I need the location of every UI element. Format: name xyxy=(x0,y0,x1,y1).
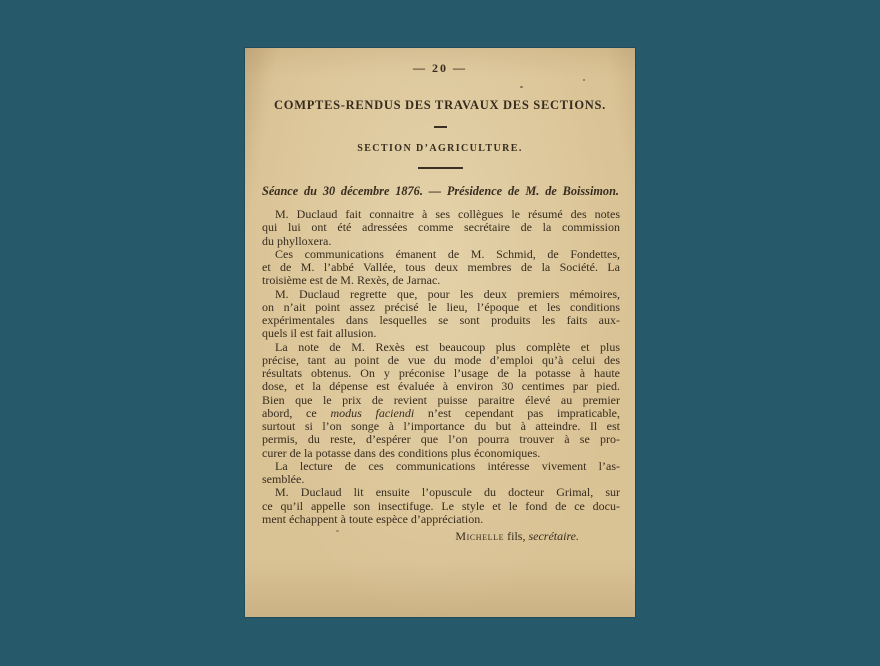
title-divider-rule xyxy=(434,126,447,128)
text-segment: dose, et la dépense est évaluée à environ 30 centimes par pied. xyxy=(262,379,620,394)
session-header-line: Séance du 30 décembre 1876. — Présidence de M. de Boissimon. xyxy=(262,184,619,198)
signature-name: Michelle xyxy=(455,529,505,543)
text-segment: précise, tant au point de vue du mode d’emploi qu’à celui des xyxy=(262,352,620,367)
ink-speck xyxy=(583,79,585,81)
text-segment: Ces communications émanent de M. Schmid, de Fondettes, xyxy=(275,246,620,261)
text-segment: curer de la potasse dans des conditions plus économiques. xyxy=(262,445,541,460)
text-segment: expérimentales dans lesquelles se sont produits les faits aux- xyxy=(262,313,620,327)
signature-line xyxy=(245,529,635,544)
page-number: — 20 — xyxy=(413,61,467,75)
signature-role: secrétaire. xyxy=(528,529,579,543)
text-segment: du phylloxera. xyxy=(262,233,332,248)
paragraph-line xyxy=(262,327,620,340)
ink-speck xyxy=(520,86,523,88)
paragraph-line xyxy=(262,500,620,513)
text-segment: troisième est de M. Rexès, de Jarnac. xyxy=(262,273,441,288)
text-segment: qui lui ont été adressées comme secrétaire de la commission xyxy=(262,220,620,235)
paragraph-line xyxy=(262,208,620,221)
text-segment: quels il est fait allusion. xyxy=(262,326,377,341)
paragraph-line xyxy=(262,460,620,473)
paragraph-line xyxy=(262,235,620,248)
signature-suffix: fils, xyxy=(504,529,529,543)
text-segment: surtout si l’on songe à l’importance du but à atteindre. Il est xyxy=(262,419,620,433)
text-segment: on n’ait point assez précisé le lieu, l’époque et les conditions xyxy=(262,299,620,314)
text-segment: résultats obtenus. On y préconise l’usage de la potasse à haute xyxy=(262,366,620,380)
text-segment: M. Duclaud fait connaitre à ses collègues le résumé des notes xyxy=(275,207,620,221)
paragraph-line xyxy=(262,513,620,526)
paragraph-line xyxy=(262,447,620,460)
paragraph-line xyxy=(262,341,620,354)
section-heading: SECTION D’AGRICULTURE. xyxy=(357,143,523,154)
document-page xyxy=(245,48,635,617)
paragraph-line xyxy=(262,288,620,301)
page-title: COMPTES-RENDUS DES TRAVAUX DES SECTIONS. xyxy=(274,98,606,112)
paragraph-line xyxy=(262,301,620,314)
italic-phrase: modus faciendi xyxy=(330,405,415,420)
paragraph-line xyxy=(262,473,620,486)
section-divider-rule xyxy=(418,167,463,169)
paragraph-line xyxy=(262,314,620,327)
text-segment: abord, ce xyxy=(262,405,331,420)
text-segment: n’est cependant pas impraticable, xyxy=(414,405,620,420)
paragraph-line xyxy=(262,394,620,407)
paragraph-line xyxy=(262,433,620,446)
text-segment: La lecture de ces communications intéresse vivement l’as- xyxy=(275,458,620,473)
text-segment: Bien que le prix de revient puisse paraitre élevé au premier xyxy=(262,392,620,407)
paragraph-line xyxy=(262,248,620,261)
paragraph-line xyxy=(262,380,620,393)
text-segment: M. Duclaud regrette que, pour les deux premiers mémoires, xyxy=(275,286,620,301)
text-segment: ce qu’il appelle son insectifuge. Le style et le fond de ce docu- xyxy=(262,498,620,513)
text-segment: semblée. xyxy=(262,472,305,486)
text-segment: et de M. l’abbé Vallée, tous deux membres de la Société. La xyxy=(262,260,620,274)
paragraph-line xyxy=(262,420,620,433)
text-segment: permis, du reste, d’espérer que l’on pourra trouver à se pro- xyxy=(262,432,620,447)
paragraph-line xyxy=(262,261,620,274)
text-segment: La note de M. Rexès est beaucoup plus complète et plus xyxy=(275,339,620,354)
paragraph-line xyxy=(262,367,620,380)
page-body xyxy=(262,208,620,526)
text-segment: ment échappent à toute espèce d’appréciation. xyxy=(262,511,484,526)
paragraph-line xyxy=(262,221,620,234)
paragraph-line xyxy=(262,407,620,420)
paragraph-line xyxy=(262,486,620,499)
text-segment: M. Duclaud lit ensuite l’opuscule du docteur Grimal, sur xyxy=(275,485,620,500)
ink-speck xyxy=(336,530,339,532)
paragraph-line xyxy=(262,274,620,287)
paragraph-line xyxy=(262,354,620,367)
